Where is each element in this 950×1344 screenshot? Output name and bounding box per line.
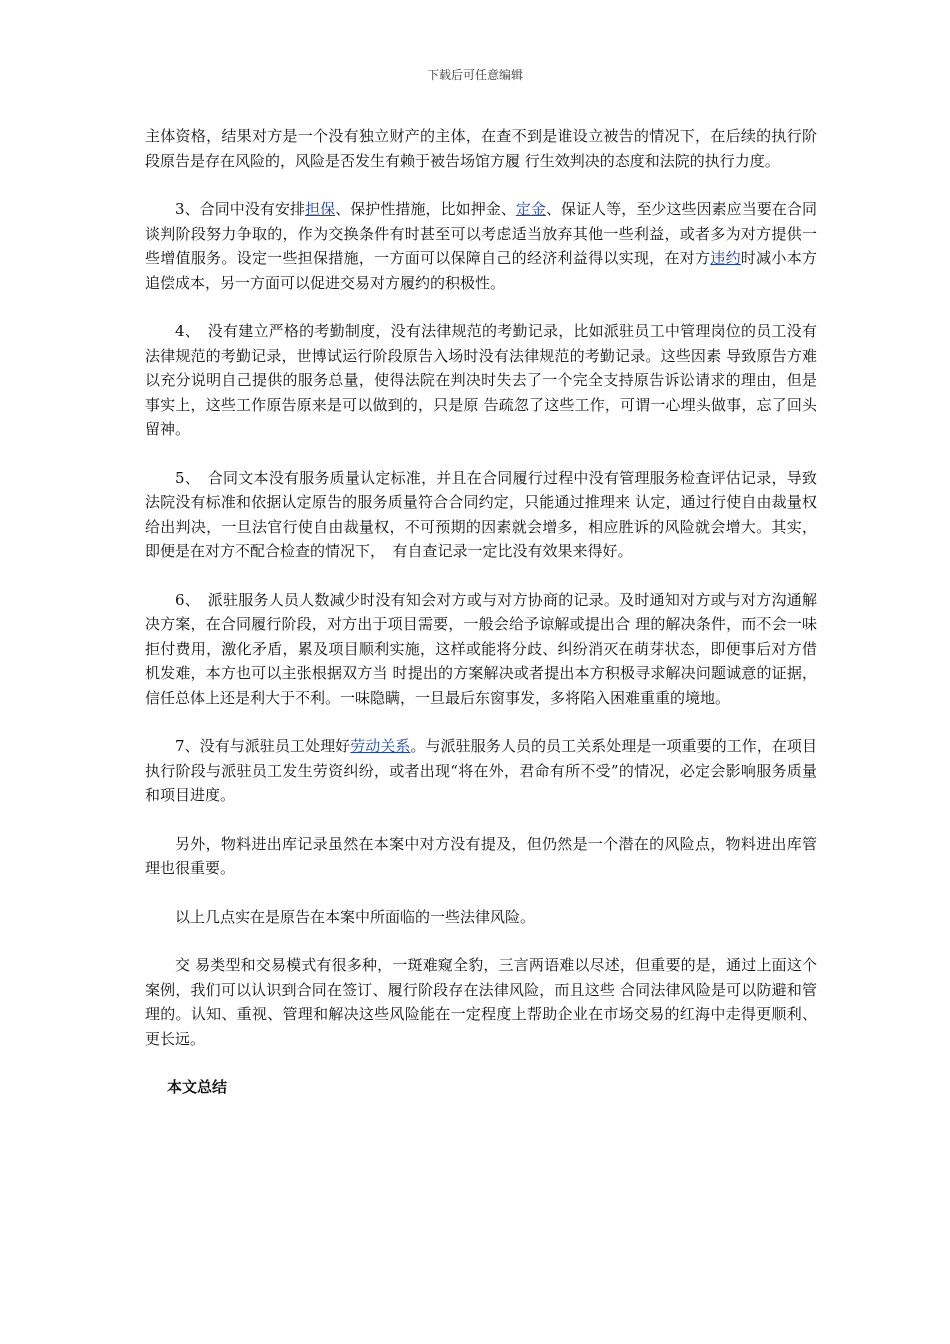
paragraph-text: 4、 没有建立严格的考勤制度，没有法律规范的考勤记录，比如派驻员工中管理岗位的员工没有法律规范的考勤记录，世博试运行阶段原告入场时没有法律规范的考勤记录。这些因素 导致原告方难以充分说明自己提供的服务总量，使得法院在判决时失去了一个完全支持原告诉讼请求的理由，但是事实上，这些工作原告原来是可以做到的，只是原 告疏忽了这些工作，可谓一心埋头做事，忘了回头留神。 (145, 322, 817, 438)
paragraph-text: 。与派驻服务人员的员工关系处理是一项重要的工作，在项目执行阶段与派驻员工发生劳资纠纷，或者出现“将在外，君命有所不受”的情况，必定会影响服务质量和项目进度。 (145, 737, 817, 804)
paragraph-2 (145, 197, 817, 295)
inline-link[interactable]: 劳动关系 (350, 737, 411, 755)
paragraph-text: 5、 合同文本没有服务质量认定标准，并且在合同履行过程中没有管理服务检查评估记录，导致法院没有标准和依据认定原告的服务质量符合合同约定，只能通过推理来 认定，通过行使自由裁量权给出判决，一旦法官行使自由裁量权，不可预期的因素就会增多，相应胜诉的风险就会增大。其实，即便是在对方不配合检查的情况下， 有自查记录一定比没有效果来得好。 (145, 468, 817, 560)
inline-link[interactable]: 违约 (710, 249, 741, 267)
paragraph-text: 交 易类型和交易模式有很多种，一斑难窥全豹，三言两语难以尽述，但重要的是，通过上面这个案例，我们可以认识到合同在签订、履行阶段存在法律风险，而且这些 合同法律风险是可以防避和管理的。认知、重视、管理和解决这些风险能在一定程度上帮助企业在市场交易的红海中走得更顺利、更长远。 (145, 956, 817, 1048)
summary-heading: 本文总结 (167, 1078, 228, 1096)
page-header: 下载后可任意编辑 (426, 68, 523, 82)
paragraph-8 (145, 905, 817, 930)
paragraph-5 (145, 588, 817, 711)
paragraph-text: 6、 派驻服务人员人数减少时没有知会对方或与对方协商的记录。及时通知对方或与对方沟通解决方案，在合同履行阶段，对方出于项目需要，一般会给予谅解或提出合 理的解决条件，而不会一味拒付费用，激化矛盾，累及项目顺利实施，这样或能将分歧、纠纷消灭在萌芽状态，即便事后对方借机发难，本方也可以主张根据双方当 时提出的方案解决或者提出本方积极寻求解决问题诚意的证据，信任总体上还是利大于不利。一味隐瞒，一旦最后东窗事发，多将陷入困难重重的境地。 (145, 590, 817, 707)
document-body (145, 124, 817, 1124)
paragraph-4 (145, 466, 817, 564)
paragraph-text: 7、没有与派驻员工处理好 (175, 737, 351, 755)
paragraph-text: 、保证人等，至少这些因素应当要在合同谈判阶段努力争取的，作为交换条件有时甚至可以考虑适当放弃其他一些利益，或者多为对方提供一些增值服务。设定一些担保措施，一方面可以保障自己的经济利益得以实现，在对方 (145, 200, 817, 267)
paragraph-1 (145, 124, 817, 173)
paragraph-7 (145, 832, 817, 881)
paragraph-6 (145, 734, 817, 808)
paragraph-text: 以上几点实在是原告在本案中所面临的一些法律风险。 (175, 907, 536, 926)
inline-link[interactable]: 担保 (305, 200, 336, 218)
inline-link[interactable]: 定金 (515, 200, 546, 218)
paragraph-text: 3、合同中没有安排 (175, 200, 306, 218)
paragraph-text: 另外，物料进出库记录虽然在本案中对方没有提及，但仍然是一个潜在的风险点，物料进出库管理也很重要。 (145, 834, 817, 877)
paragraph-text: 主体资格，结果对方是一个没有独立财产的主体，在查不到是谁设立被告的情况下，在后续的执行阶段原告是存在风险的，风险是否发生有赖于被告场馆方履 行生效判决的态度和法院的执行力度。 (145, 127, 817, 170)
paragraph-text: 时减小本方追偿成本，另一方面可以促进交易对方履约的积极性。 (145, 249, 817, 292)
paragraph-3 (145, 319, 817, 442)
paragraph-text: 、保护性措施，比如押金、 (335, 200, 516, 218)
paragraph-9 (145, 953, 817, 1051)
